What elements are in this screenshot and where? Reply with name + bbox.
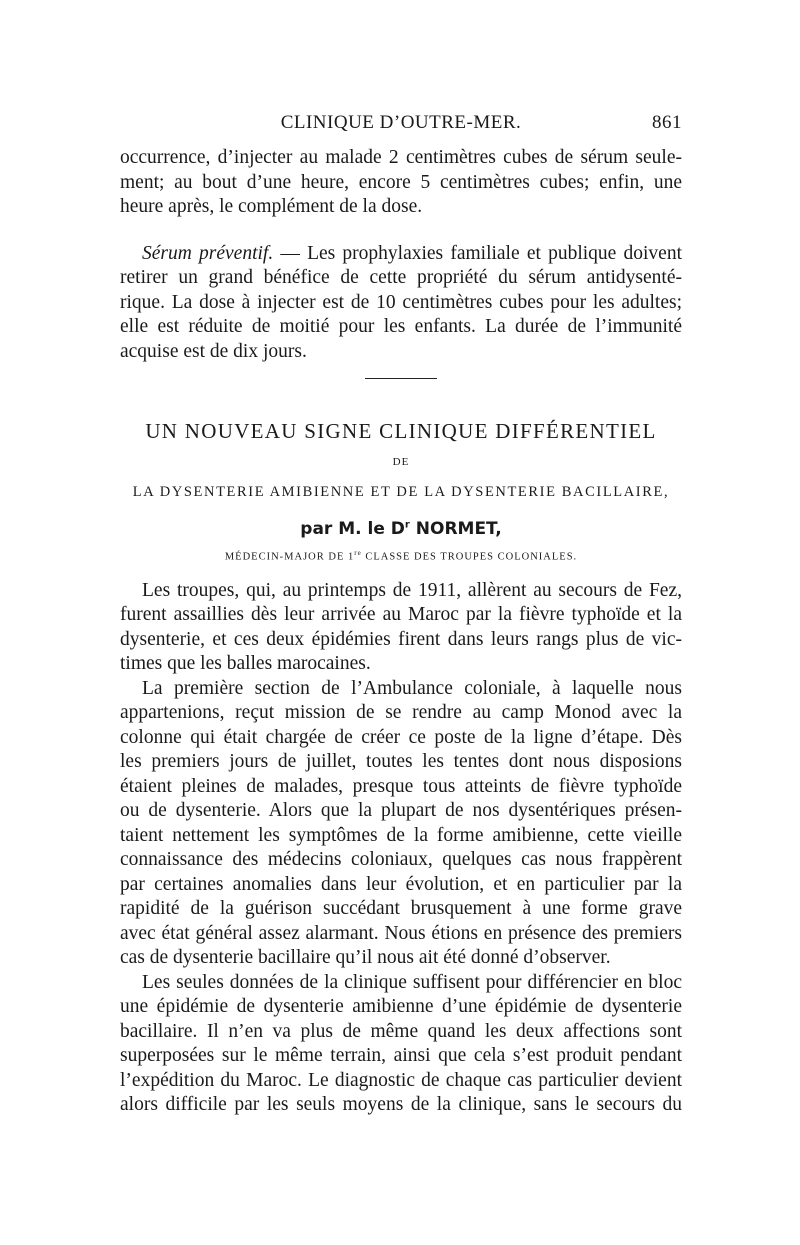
- text-line: avec état général assez alarmant. Nous étions en présence des premiers: [120, 922, 682, 944]
- article-title: UN NOUVEAU SIGNE CLINIQUE DIFFÉRENTIEL: [145, 419, 657, 443]
- author-rank: [120, 549, 682, 563]
- body-paragraph: [120, 677, 682, 971]
- lead-rest: — Les prophylaxies familiale et publique doivent: [273, 242, 682, 264]
- rank-suffix: CLASSE DES TROUPES COLONIALES.: [361, 551, 578, 563]
- text-line: par certaines anomalies dans leur évolution, et en particulier par la: [120, 873, 682, 895]
- text-line: rique. La dose à injecter est de 10 centimètres cubes pour les adultes;: [120, 291, 682, 313]
- running-title: CLINIQUE D’OUTRE-MER.: [280, 112, 522, 133]
- author-name: NORMET,: [409, 519, 502, 539]
- article-body: [120, 579, 682, 1118]
- text-line: ment; au bout d’une heure, encore 5 centimètres cubes; enfin, une: [120, 171, 682, 193]
- text-line: elle est réduite de moitié pour les enfants. La durée de l’immunité: [120, 316, 682, 337]
- body-paragraph: [120, 579, 682, 677]
- text-line: l’expédition du Maroc. Le diagnostic de chaque cas particulier devient: [120, 1069, 682, 1091]
- text-line: heure après, le complément de la dose.: [120, 196, 423, 217]
- text-line: les premiers jours de juillet, toutes les tentes dont nous disposions: [120, 751, 682, 772]
- text-line: connaissance des médecins coloniaux, quelques cas nous frappèrent: [120, 849, 682, 870]
- page-number: 861: [652, 112, 682, 133]
- text-line: occurrence, d’injecter au malade 2 centimètres cubes de sérum seule-: [120, 147, 682, 168]
- text-line: alors difficile par les seuls moyens de la clinique, sans le secours du: [120, 1094, 682, 1115]
- text-line: times que les balles marocaines.: [120, 653, 371, 674]
- text-line: rapidité de la guérison succédant brusquement à une forme grave: [120, 898, 682, 919]
- text-line: dysenterie, et ces deux épidémies firent dans leurs rangs plus de vic-: [120, 628, 682, 650]
- author-prefix: par M. le D: [300, 519, 405, 539]
- text-line: taient nettement les symptômes de la forme amibienne, cette vieille: [120, 824, 682, 846]
- section-divider: [365, 378, 437, 379]
- rank-prefix: MÉDECIN-MAJOR DE 1: [224, 551, 355, 563]
- rank-superscript: re: [354, 549, 362, 557]
- text-line: une épidémie de dysenterie amibienne d’une épidémie de dysenterie: [120, 996, 682, 1017]
- text-line: retirer un grand bénéfice de cette propriété du sérum antidysenté-: [120, 267, 682, 288]
- text-line: Les troupes, qui, au printemps de 1911, allèrent au secours de Fez,: [142, 579, 682, 601]
- text-line: Les seules données de la clinique suffisent pour différencier en bloc: [142, 971, 682, 993]
- text-line: ou de dysenterie. Alors que la plupart de nos dysentériques présen-: [120, 800, 682, 821]
- article-title-connector: DE: [392, 456, 410, 468]
- section-lead: Sérum préventif.: [142, 242, 274, 264]
- text-line: bacillaire. Il n’en va plus de même quand les deux affections sont: [120, 1020, 682, 1042]
- body-paragraph: [120, 971, 682, 1118]
- article-subtitle: LA DYSENTERIE AMIBIENNE ET DE LA DYSENTERIE BACILLAIRE,: [132, 484, 670, 500]
- text-line: étaient pleines de malades, presque tous atteints de fièvre typhoïde: [120, 775, 682, 797]
- running-header: [120, 112, 682, 138]
- text-line: colonne qui était chargée de créer ce poste de la ligne d’étape. Dès: [120, 726, 682, 748]
- text-line: [120, 242, 682, 267]
- text-line: cas de dysenterie bacillaire qu’il nous ait été donné d’observer.: [120, 947, 611, 968]
- page: [120, 112, 682, 1118]
- paragraph-serum-preventif: [120, 242, 682, 365]
- text-line: La première section de l’Ambulance coloniale, à laquelle nous: [142, 677, 682, 699]
- author-line: [120, 519, 682, 539]
- paragraph-continuation: [120, 146, 682, 220]
- author-superscript: r: [404, 519, 410, 531]
- text-line: acquise est de dix jours.: [120, 340, 307, 362]
- text-line: furent assaillies dès leur arrivée au Maroc par la fièvre typhoïde et la: [120, 604, 682, 625]
- text-line: superposées sur le même terrain, ainsi que cela s’est produit pendant: [120, 1045, 682, 1066]
- text-line: appartenions, reçut mission de se rendre au camp Monod avec la: [120, 702, 682, 723]
